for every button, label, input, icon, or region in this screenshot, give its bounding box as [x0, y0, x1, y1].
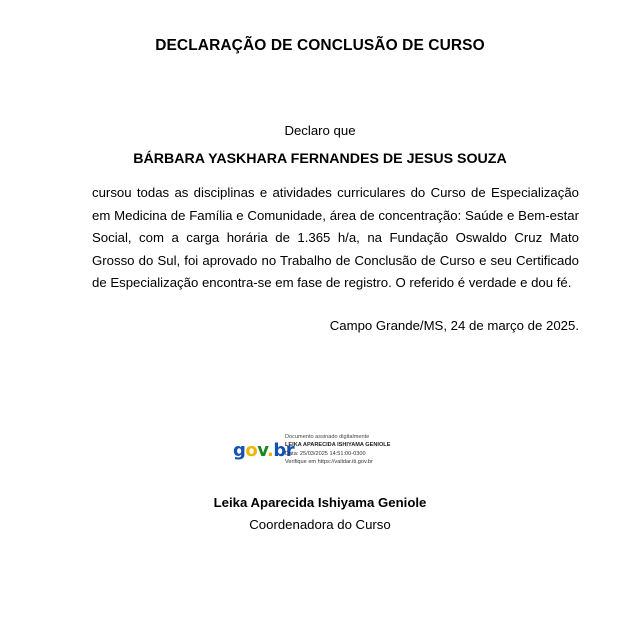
digital-signature-seal: [233, 433, 403, 469]
place-date: Campo Grande/MS, 24 de março de 2025.: [329, 318, 579, 333]
declaration-body: cursou todas as disciplinas e atividades curriculares do Curso de Especialização em Medicina de Família e Comunidade, área de concentração: Saúde e Bem-estar Social, com a carga horária de 1.365 h/a, na Fundação Oswaldo Cruz Mato Grosso do Sul, foi aprovado no Trabalho de Conclusão de Curso e seu Certificado de Especialização encontra-se em fase de registro. O referido é verdade e dou fé.: [92, 185, 579, 290]
seal-header: Documento assinado digitalmente: [285, 434, 370, 440]
logo-letter-g: g: [233, 440, 246, 461]
logo-letters-br: br: [273, 440, 295, 461]
seal-signer: LEIKA APARECIDA ISHIYAMA GENIOLE: [285, 442, 391, 449]
seal-date: Data: 25/03/2025 14:51:00-0300: [285, 450, 366, 457]
logo-letter-v: v: [257, 440, 268, 461]
seal-verify-link: Verifique em https://validar.iti.gov.br: [285, 458, 373, 465]
logo-dot: .: [267, 440, 274, 461]
signatory-name: Leika Aparecida Ishiyama Geniole: [213, 495, 427, 510]
seal-text-block: [285, 433, 390, 466]
intro-text: Declaro que: [284, 123, 356, 138]
student-name: BÁRBARA YASKHARA FERNANDES DE JESUS SOUZA: [133, 151, 507, 167]
signatory-role: Coordenadora do Curso: [249, 517, 391, 532]
logo-letter-o: o: [245, 440, 258, 461]
document-title: DECLARAÇÃO DE CONCLUSÃO DE CURSO: [155, 37, 485, 54]
